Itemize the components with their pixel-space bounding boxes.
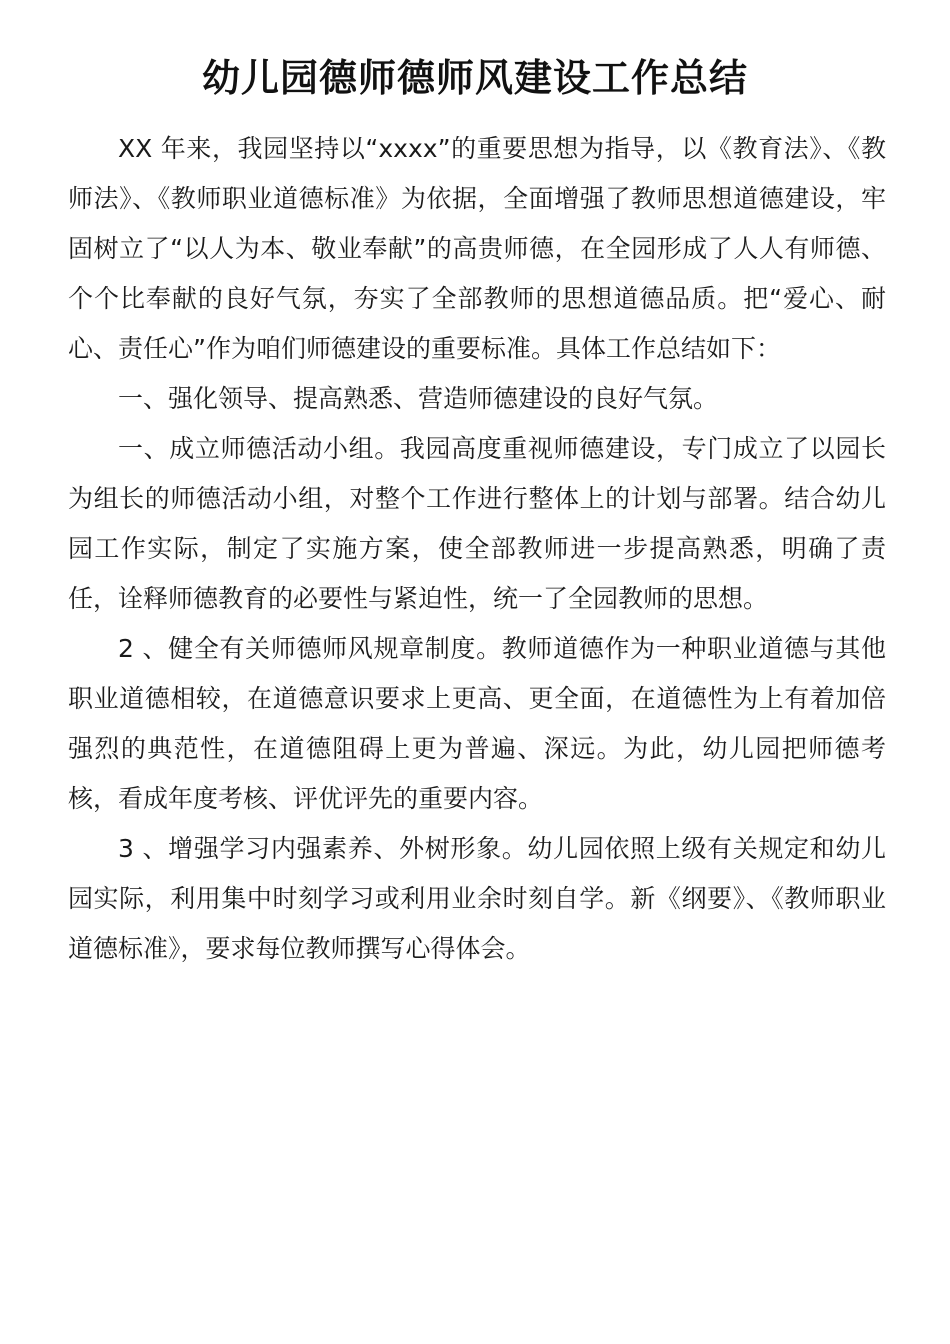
paragraph-section-heading: 一、强化领导、提高熟悉、营造师德建设的良好气氛。	[118, 384, 719, 413]
paragraph-intro: XX 年来，我园坚持以“xxxx”的重要思想为指导，以《教育法》、《教师法》、《教师职业道德标准》为依据，全面增强了教师思想道德建设，牢固树立了“以人为本、敬业奉献”的高贵师德，在全园形成了人人有师德、个个比奉献的良好气氛，夯实了全部教师的思想道德品质。把“爱心、耐心、责任心”作为咱们师德建设的重要标准。具体工作总结如下：	[68, 134, 886, 363]
paragraph-item-2: 2 、健全有关师德师风规章制度。教师道德作为一种职业道德与其他职业道德相较，在道德意识要求上更高、更全面，在道德性为上有着加倍强烈的典范性，在道德阻碍上更为普遍、深远。为此，幼儿园把师德考核，看成年度考核、评优评先的重要内容。	[68, 634, 886, 813]
paragraph-item-3: 3 、增强学习内强素养、外树形象。幼儿园依照上级有关规定和幼儿园实际，利用集中时刻学习或利用业余时刻自学。新《纲要》、《教师职业道德标准》，要求每位教师撰写心得体会。	[68, 834, 886, 963]
paragraph-item-1: 一、成立师德活动小组。我园高度重视师德建设，专门成立了以园长为组长的师德活动小组，对整个工作进行整体上的计划与部署。结合幼儿园工作实际，制定了实施方案，使全部教师进一步提高熟悉，明确了责任，诠释师德教育的必要性与紧迫性，统一了全园教师的思想。	[68, 434, 886, 613]
document-title: 幼儿园德师德师风建设工作总结	[201, 55, 748, 100]
document-body	[68, 124, 886, 974]
